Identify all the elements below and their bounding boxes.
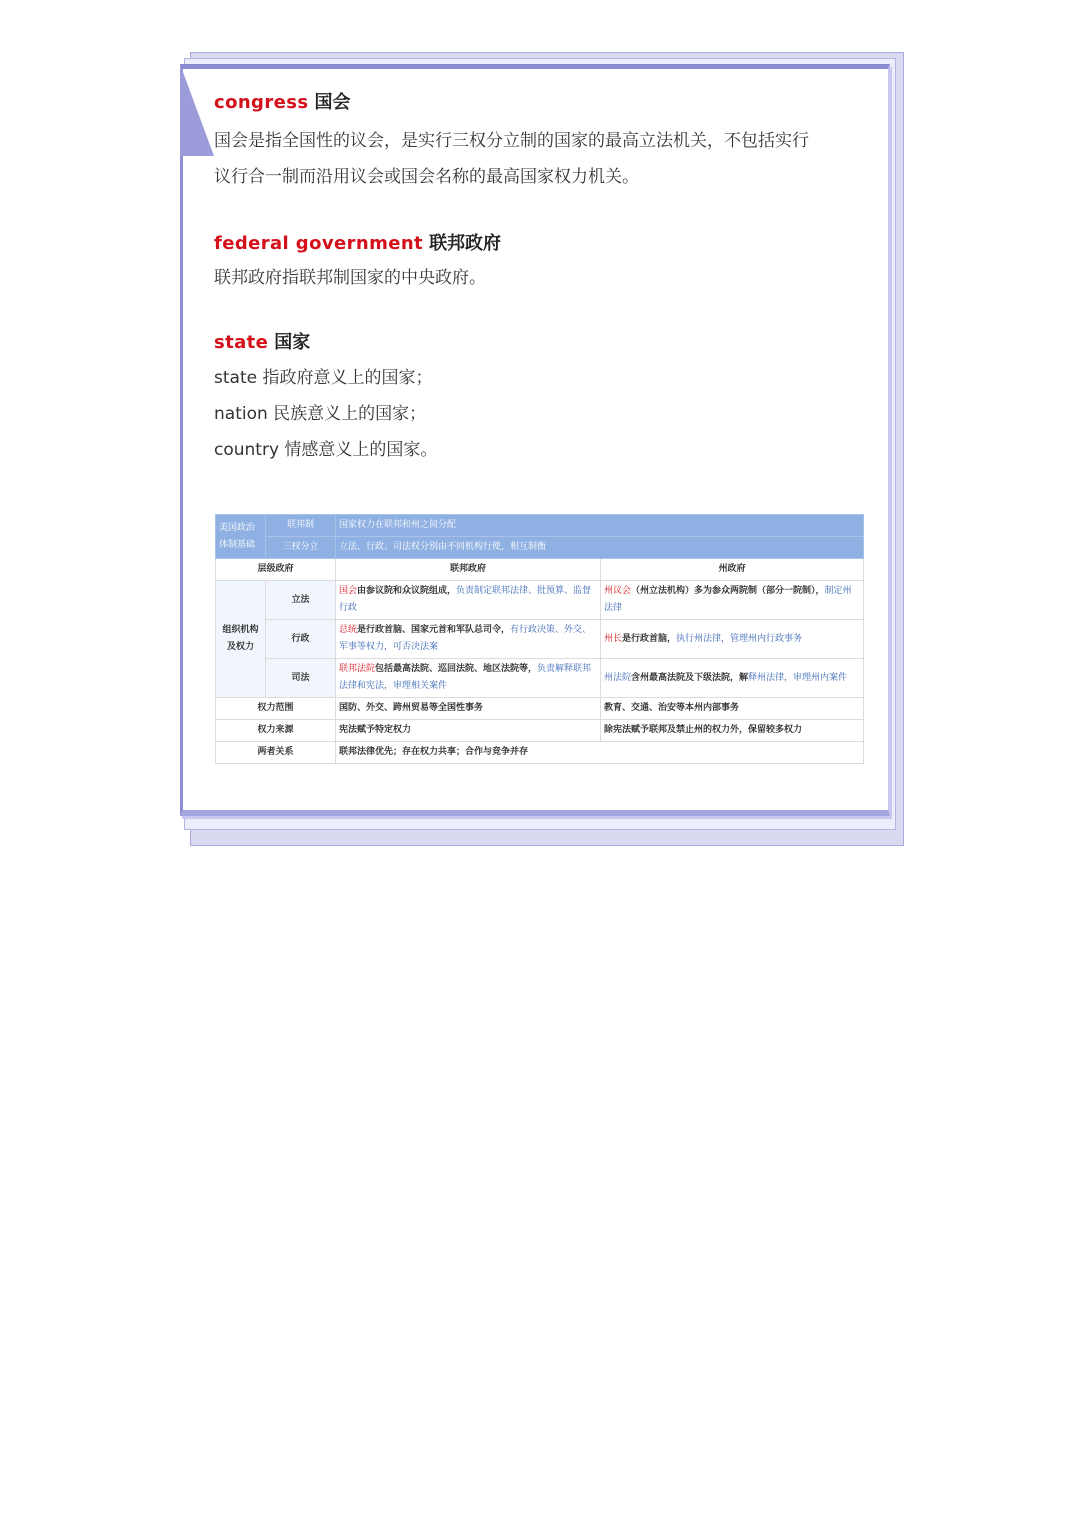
definition-line: country 情感意义上的国家。 xyxy=(214,440,438,460)
term-heading-congress: congress 国会 xyxy=(214,92,351,113)
row-label: 权力范围 xyxy=(216,698,336,720)
branch-name: 司法 xyxy=(266,659,336,698)
table-cell: 教育、交通、治安等本州内部事务 xyxy=(601,698,864,720)
term-heading-state: state 国家 xyxy=(214,332,311,353)
row-label: 权力来源 xyxy=(216,720,336,742)
table-cell: 国防、外交、跨州贸易等全国性事务 xyxy=(336,698,601,720)
definition-line: nation 民族意义上的国家； xyxy=(214,404,427,424)
glossary xyxy=(214,88,874,468)
table-cell: 联邦法律优先；存在权力共享；合作与竞争并存 xyxy=(336,742,864,764)
org-label: 组织机构及权力 xyxy=(216,581,266,698)
table-cell: 联邦法院包括最高法院、巡回法院、地区法院等，负责解释联邦法律和宪法，审理相关案件 xyxy=(336,659,601,698)
table-row xyxy=(216,559,864,581)
table-row xyxy=(216,742,864,764)
branch-name: 立法 xyxy=(266,581,336,620)
row-label: 两者关系 xyxy=(216,742,336,764)
table-row xyxy=(216,659,864,698)
definition-line: state 指政府意义上的国家； xyxy=(214,368,433,388)
table-cell: 总统是行政首脑、国家元首和军队总司令，有行政决策、外交、军事等权力，可否决法案 xyxy=(336,620,601,659)
folded-corner xyxy=(180,64,214,156)
table-cell: 宪法赋予特定权力 xyxy=(336,720,601,742)
table-row xyxy=(216,581,864,620)
table-row xyxy=(216,720,864,742)
column-header: 州政府 xyxy=(601,559,864,581)
basis-name: 三权分立 xyxy=(266,537,336,559)
column-header: 联邦政府 xyxy=(336,559,601,581)
basis-desc: 立法、行政、司法权分别由不同机构行使，相互制衡 xyxy=(336,537,864,559)
us-government-table xyxy=(215,514,864,764)
table-cell: 州议会（州立法机构）多为参众两院制（部分一院制），制定州法律 xyxy=(601,581,864,620)
table-cell: 国会由参议院和众议院组成，负责制定联邦法律、批预算、监督行政 xyxy=(336,581,601,620)
branch-name: 行政 xyxy=(266,620,336,659)
table-row xyxy=(216,620,864,659)
table-row xyxy=(216,698,864,720)
table-cell: 州长是行政首脑，执行州法律，管理州内行政事务 xyxy=(601,620,864,659)
definition-line: 议行合一制而沿用议会或国会名称的最高国家权力机关。 xyxy=(214,167,639,187)
table-row xyxy=(216,537,864,559)
definition-line: 国会是指全国性的议会，是实行三权分立制的国家的最高立法机关，不包括实行 xyxy=(214,131,809,151)
basis-desc: 国家权力在联邦和州之间分配 xyxy=(336,515,864,537)
table-cell: 州法院含州最高法院及下级法院，解释州法律，审理州内案件 xyxy=(601,659,864,698)
table-row xyxy=(216,515,864,537)
basis-name: 联邦制 xyxy=(266,515,336,537)
definition-line: 联邦政府指联邦制国家的中央政府。 xyxy=(214,268,486,288)
column-header: 层级政府 xyxy=(216,559,336,581)
table-cell: 除宪法赋予联邦及禁止州的权力外，保留较多权力 xyxy=(601,720,864,742)
basis-label: 美国政治体制基础 xyxy=(216,515,266,559)
term-heading-federal-government: federal government 联邦政府 xyxy=(214,233,502,254)
